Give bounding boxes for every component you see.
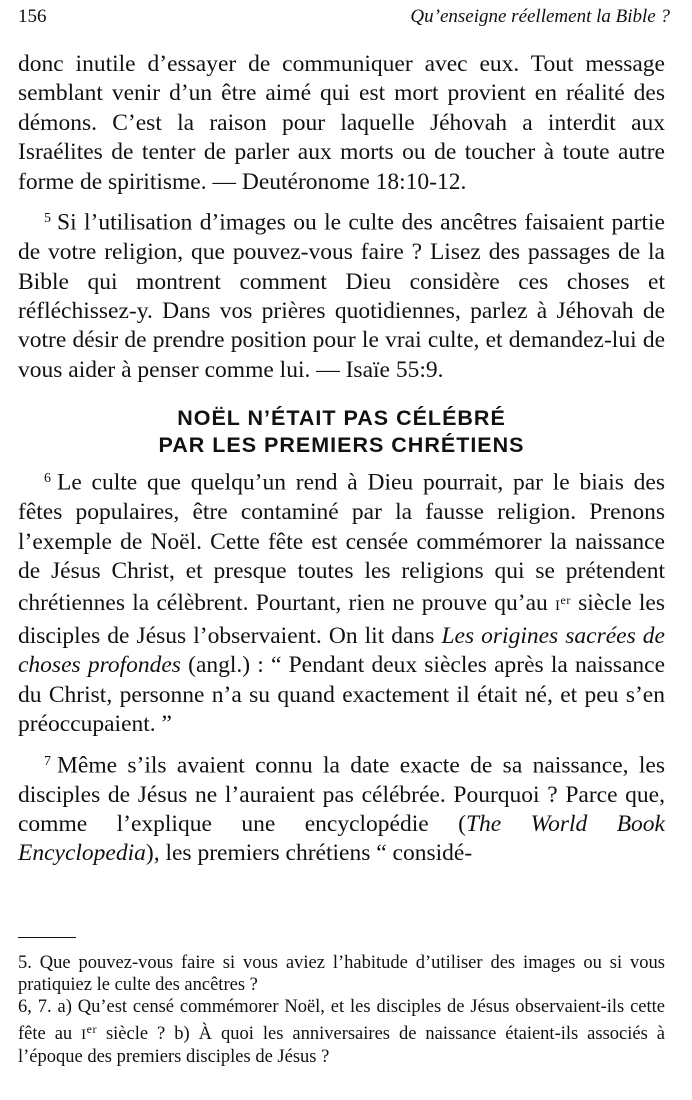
page-number: 156 bbox=[18, 6, 47, 27]
century-numeral: Ier bbox=[555, 593, 571, 615]
book-title-italic: Les origines sacrées de choses profondes bbox=[18, 622, 665, 679]
paragraph-text: siècle les disciples de Jésus l’observaient. On lit dans bbox=[18, 590, 665, 649]
question-5: 5. Que pouvez-vous faire si vous aviez l’habitude d’utiliser des images ou si vous pratiquiez le culte des ancêtres ? bbox=[18, 953, 665, 995]
paragraph-4-continued: donc inutile d’essayer de communiquer avec eux. Tout message semblant venir d’un être aimé qui est mort provient en réalité des démons. C’est la raison pour laquelle Jéhovah a interdit aux Israélites de tenter de parler aux morts ou de toucher à toute autre forme de spiritisme. — Deutéronome 18:10-12. bbox=[18, 51, 665, 195]
paragraph-5 bbox=[18, 204, 665, 385]
paragraph-text: Le culte que quelqu’un rend à Dieu pourrait, par le biais des fêtes populaires, être contaminé par la fausse religion. Prenons l’exemple de Noël. Cette fête est censée commémorer la naissance de Jésus Christ, et presque toutes les religions qui se prétendent chrétiennes la célèbrent. Pourtant, rien ne prouve qu’au bbox=[18, 469, 665, 617]
running-header bbox=[18, 6, 670, 32]
heading-line-1: NOËL N’ÉTAIT PAS CÉLÉBRÉ bbox=[177, 406, 506, 431]
paragraph-text: ), les premiers chrétiens “ considé- bbox=[145, 840, 473, 867]
paragraph-number: 6 bbox=[44, 471, 51, 487]
heading-line-2: PAR LES PREMIERS CHRÉTIENS bbox=[158, 432, 525, 457]
paragraph-text: Si l’utilisation d’images ou le culte des ancêtres faisaient partie de votre religion, que pouvez-vous faire ? Lisez des passages de la Bible qui montrent comment Dieu considère ces choses et réfléchissez-y. Dans vos prières quotidiennes, parlez à Jéhovah de votre désir de prendre position pour le vrai culte, et demandez-lui de vous aider à penser comme lui. — Isaïe 55:9. bbox=[18, 209, 665, 383]
paragraph-6 bbox=[18, 464, 665, 739]
century-numeral: Ier bbox=[81, 1022, 97, 1043]
running-title: Qu’enseigne réellement la Bible ? bbox=[410, 6, 670, 27]
paragraph-number: 5 bbox=[44, 211, 51, 227]
encyclopedia-title-italic: The World Book Encyclopedia bbox=[18, 811, 665, 867]
paragraph-number: 7 bbox=[44, 753, 51, 769]
question-6-7: 6, 7. a) Qu’est censé commémorer Noël, et les disciples de Jésus observaient-ils cette fête au Ier siècle ? b) À quoi les anniversaires de naissance étaient-ils associés à l’époque des premiers disciples de Jésus ? bbox=[18, 997, 665, 1067]
main-text bbox=[18, 50, 665, 869]
study-questions bbox=[18, 952, 665, 1068]
paragraph-text: (angl.) : “ Pendant deux siècles après la naissance du Christ, personne n’a su quand exactement il était né, et peu s’en préoccupaient. ” bbox=[18, 652, 666, 738]
section-heading bbox=[18, 405, 665, 458]
paragraph-7 bbox=[18, 747, 665, 869]
paragraph-text: Même s’ils avaient connu la date exacte de sa naissance, les disciples de Jésus ne l’auraient pas célébrée. Pourquoi ? Parce que, comme l’explique une encyclopédie ( bbox=[18, 752, 665, 837]
footnote-divider bbox=[18, 937, 76, 938]
